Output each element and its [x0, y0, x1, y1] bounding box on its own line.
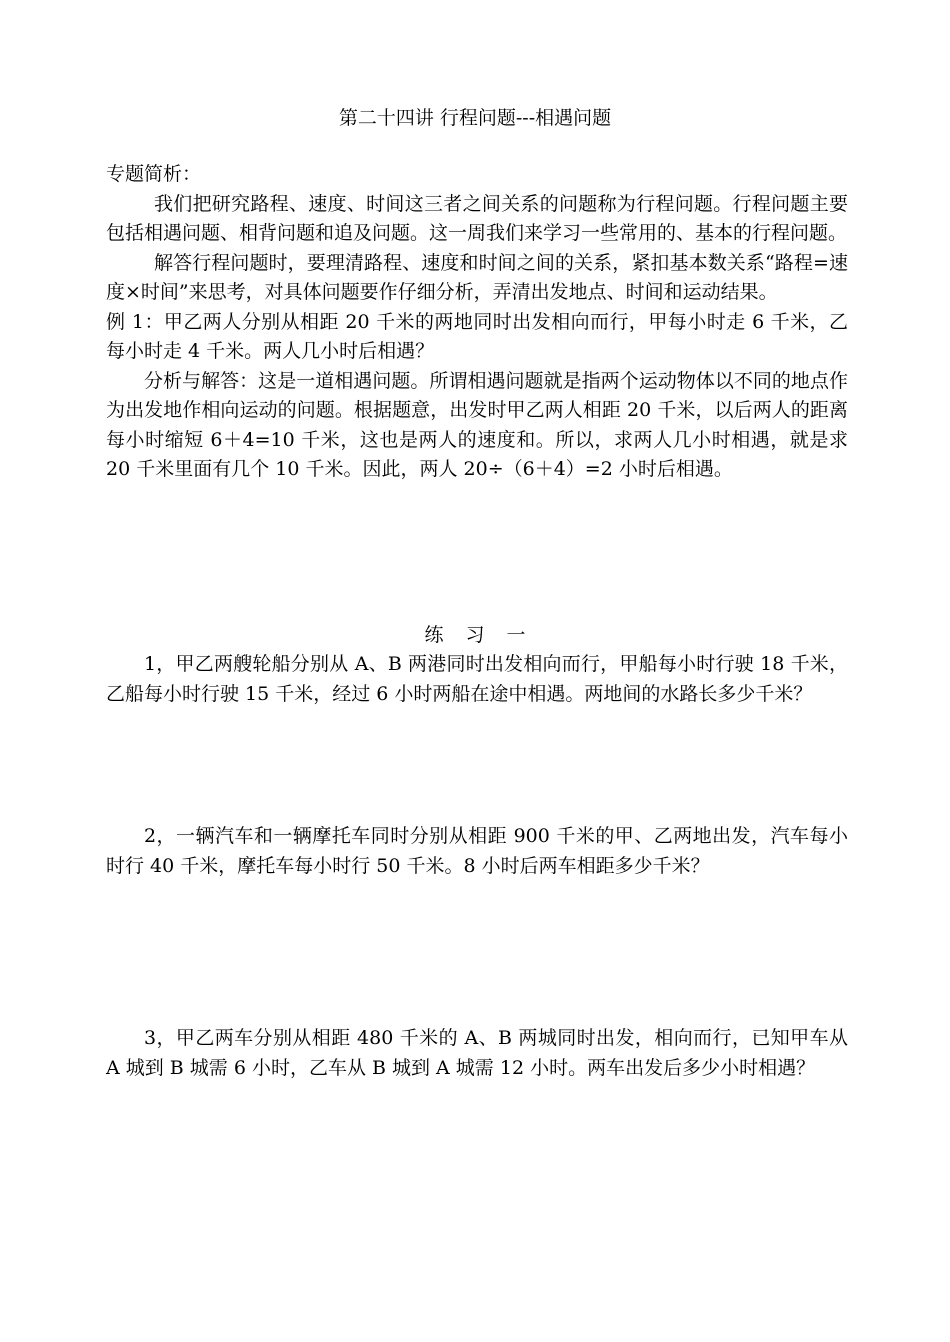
intro-heading: 专题简析： — [106, 163, 202, 185]
intro-section — [106, 160, 848, 485]
exercise-2 — [106, 822, 848, 881]
example-1: 例 1：甲乙两人分别从相距 20 千米的两地同时出发相向而行，甲每小时走 6 千米，乙每小时走 4 千米。两人几小时后相遇？ — [106, 310, 848, 362]
intro-paragraph-2: 解答行程问题时，要理清路程、速度和时间之间的关系，紧扣基本数关系“路程=速度×时间”来思考，对具体问题要作仔细分析，弄清出发地点、时间和运动结果。 — [106, 251, 848, 303]
exercise-3-text: 3，甲乙两车分别从相距 480 千米的 A、B 两城同时出发，相向而行，已知甲车从 A 城到 B 城需 6 小时，乙车从 B 城到 A 城需 12 小时。两车出发后多少小时相遇？ — [106, 1027, 848, 1079]
exercise-1-text: 1，甲乙两艘轮船分别从 A、B 两港同时出发相向而行，甲船每小时行驶 18 千米，乙船每小时行驶 15 千米，经过 6 小时两船在途中相遇。两地间的水路长多少千米？ — [106, 653, 848, 705]
example-1-analysis: 分析与解答：这是一道相遇问题。所谓相遇问题就是指两个运动物体以不同的地点作为出发地作相向运动的问题。根据题意，出发时甲乙两人相距 20 千米，以后两人的距离每小时缩短 6＋4=10 千米，这也是两人的速度和。所以，求两人几小时相遇，就是求 20 千米里面有几个 10 千米。因此，两人 20÷（6＋4）=2 小时后相遇。 — [106, 369, 848, 480]
exercise-3 — [106, 1024, 848, 1083]
intro-paragraph-1: 我们把研究路程、速度、时间这三者之间关系的问题称为行程问题。行程问题主要包括相遇问题、相背问题和追及问题。这一周我们来学习一些常用的、基本的行程问题。 — [106, 192, 848, 244]
exercise-2-text: 2，一辆汽车和一辆摩托车同时分别从相距 900 千米的甲、乙两地出发，汽车每小时行 40 千米，摩托车每小时行 50 千米。8 小时后两车相距多少千米？ — [106, 825, 848, 877]
lecture-title: 第二十四讲 行程问题---相遇问题 — [338, 107, 612, 129]
practice-heading: 练习一 — [424, 624, 548, 646]
exercise-1 — [106, 650, 848, 709]
